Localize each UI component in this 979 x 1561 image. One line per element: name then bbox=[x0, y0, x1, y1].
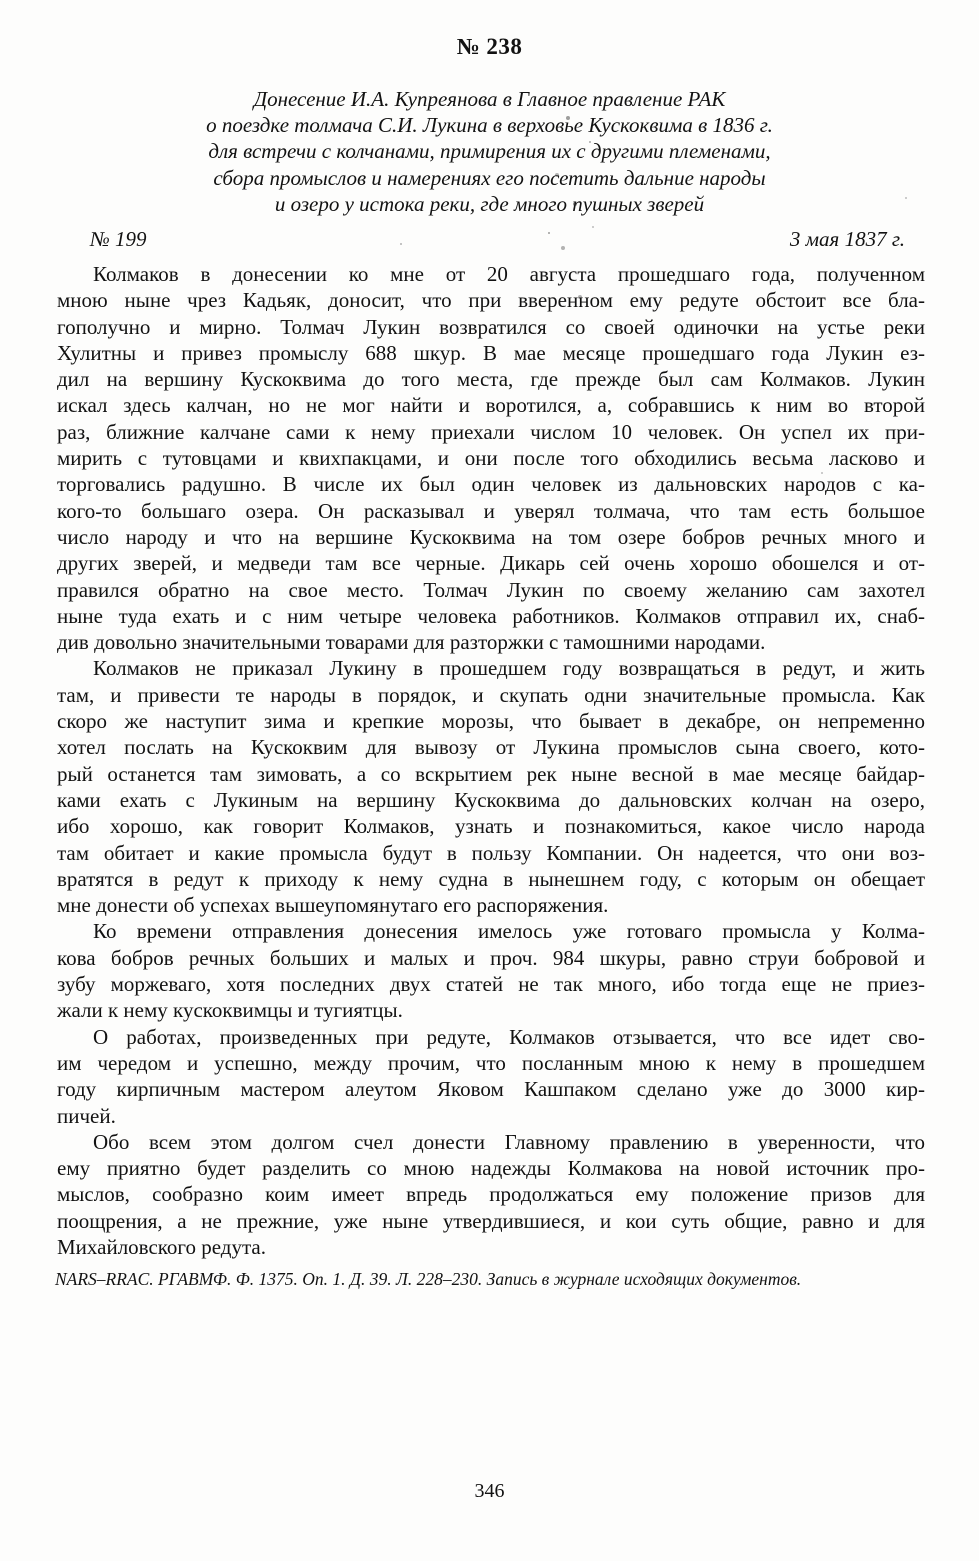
body-text bbox=[57, 261, 925, 1260]
paragraph-line: мирить с тутовцами и квихпакцами, и они после того обходились весьма ласково и bbox=[57, 446, 925, 471]
paragraph-line: раз, ближние калчане сами к нему приехали числом 10 человек. Он успел их при- bbox=[57, 419, 925, 444]
paragraph bbox=[57, 261, 925, 655]
title-line: Донесение И.А. Купреянова в Главное правление РАК bbox=[253, 87, 726, 111]
scan-artifacts bbox=[0, 0, 2, 2]
paragraph-line: мыслов, сообразно коим имеет впредь продолжаться ему положение призов для bbox=[57, 1182, 925, 1207]
paragraph-line: мною ныне чрез Кадьяк, доносит, что при вверенном ему редуте обстоит все бла- bbox=[57, 288, 925, 313]
paragraph-line: ками ехать с Лукиным на вершину Кускоквима до дальновских колчан на озеро, bbox=[57, 787, 925, 812]
outgoing-number: № 199 bbox=[90, 227, 147, 251]
paragraph-line: там, и привести те народы в порядок, и скупать одни значительные промысла. Как bbox=[57, 682, 925, 707]
title-line: сбора промыслов и намерениях его посетить дальние народы bbox=[213, 165, 766, 190]
paragraph-line: году кирпичным мастером алеутом Яковом Кашпаком сделано уже до 3000 кир- bbox=[57, 1077, 925, 1102]
paragraph-line: вратятся в редут к приходу к нему судна в нынешнем году, с которым он обещает bbox=[57, 866, 925, 891]
title-line: о поездке толмача С.И. Лукина в верховье Кускоквима в 1836 г. bbox=[206, 113, 773, 138]
paragraph-line: поощрения, а не прежние, уже ныне утвердившиеся, и кои суть общие, равно и для bbox=[57, 1208, 925, 1233]
paragraph-line: торговались радушно. В числе их был один человек из дальновских народов с ка- bbox=[57, 472, 925, 497]
paragraph-line: див довольно значительными товарами для разторжки с тамошними народами. bbox=[57, 630, 766, 655]
paragraph-line: ему приятно будет разделить со мною надежды Колмакова на новой источник про- bbox=[57, 1156, 925, 1181]
paragraph-line: число народу и что на вершине Кускоквима на том озере бобров речных много и bbox=[57, 524, 925, 549]
paragraph-line: гополучно и мирно. Толмач Лукин возвратился со своей одиночки на устье реки bbox=[57, 314, 925, 339]
paragraph-line: Михайловского редута. bbox=[57, 1234, 266, 1259]
paragraph-line: хотел послать на Кускоквим для вывозу от Лукина промыслов сына своего, кото- bbox=[57, 735, 925, 760]
title-line: для встречи с колчанами, примирения их с другими племенами, bbox=[208, 139, 771, 164]
paragraph-line: там обитает и какие промысла будут в пользу Компании. Он надеется, что они воз- bbox=[57, 840, 925, 865]
paragraph-line: скоро же наступит зима и крепкие морозы, что бывает в декабре, он непременно bbox=[57, 709, 925, 734]
paragraph-line: Обо всем этом долгом счел донести Главному правлению в уверенности, что bbox=[93, 1129, 925, 1154]
paragraph-line: ибо хорошо, как говорит Колмаков, узнать и познакомиться, какое число народа bbox=[57, 814, 925, 839]
document-number: № 238 bbox=[456, 34, 523, 59]
paragraph-line: мне донести об успехах вышеупомянутаго его распоряжения. bbox=[57, 893, 609, 918]
paragraph-line: искал здесь калчан, но не мог найти и воротился, а, собравшись к ним во второй bbox=[57, 393, 925, 418]
document-date: 3 мая 1837 г. bbox=[789, 227, 905, 251]
paragraph-line: жали к нему кускоквимцы и тугиятцы. bbox=[57, 998, 403, 1023]
paragraph-line: кова бобров речных больших и малых и проч. 984 шкуры, равно струи бобровой и bbox=[57, 945, 925, 970]
paragraph bbox=[57, 918, 925, 1023]
paragraph-line: ныне туда ехать и с ним четыре человека работников. Колмаков отправил их, снаб- bbox=[57, 603, 925, 628]
paragraph-line: других зверей, и медведи там все черные. Дикарь сей очень хорошо обошелся и от- bbox=[57, 551, 925, 576]
paragraph-line: пичей. bbox=[57, 1103, 116, 1128]
paragraph-line: Ко времени отправления донесения имелось уже готоваго промысла у Колма- bbox=[93, 919, 925, 944]
paragraph-line: правился обратно на свое место. Толмач Лукин по своему желанию сам захотел bbox=[57, 577, 925, 602]
paragraph-line: Колмаков не приказал Лукину в прошедшем году возвращаться в редут, и жить bbox=[93, 656, 925, 681]
paragraph-line: зубу моржеваго, хотя последних двух статей не так много, ибо тогда еще не приез- bbox=[57, 972, 925, 997]
paragraph bbox=[57, 1129, 925, 1260]
reference-row bbox=[90, 227, 905, 252]
paragraph-line: Хулитны и привез промыслу 688 шкур. В мае месяце прошедшаго года Лукин ез- bbox=[57, 340, 925, 365]
paragraph bbox=[57, 655, 925, 918]
paragraph-line: Колмаков в донесении ко мне от 20 августа прошедшаго года, полученном bbox=[93, 262, 925, 286]
archival-footnote: NARS–RRAC. РГАВМФ. Ф. 1375. Оп. 1. Д. 39. Л. 228–230. Запись в журнале исходящих документов. bbox=[55, 1269, 802, 1289]
paragraph bbox=[57, 1024, 925, 1129]
paragraph-line: О работах, произведенных при редуте, Колмаков отзывается, что все идет сво- bbox=[93, 1024, 925, 1049]
paragraph-line: кого-то большаго озера. Он расказывал и уверял толмача, что там есть большое bbox=[57, 498, 925, 523]
paragraph-line: рый останется там зимовать, а со вскрытием рек ныне весной в мае месяце байдар- bbox=[57, 761, 925, 786]
title-line: и озеро у истока реки, где много пушных зверей bbox=[274, 191, 705, 216]
paragraph-line: им чередом и успешно, между прочим, что посланным мною к нему в прошедшем bbox=[57, 1050, 925, 1075]
document-title bbox=[55, 86, 924, 217]
page-number: 346 bbox=[474, 1480, 505, 1502]
paragraph-line: дил на вершину Кускоквима до того места, где прежде был сам Колмаков. Лукин bbox=[57, 367, 925, 392]
